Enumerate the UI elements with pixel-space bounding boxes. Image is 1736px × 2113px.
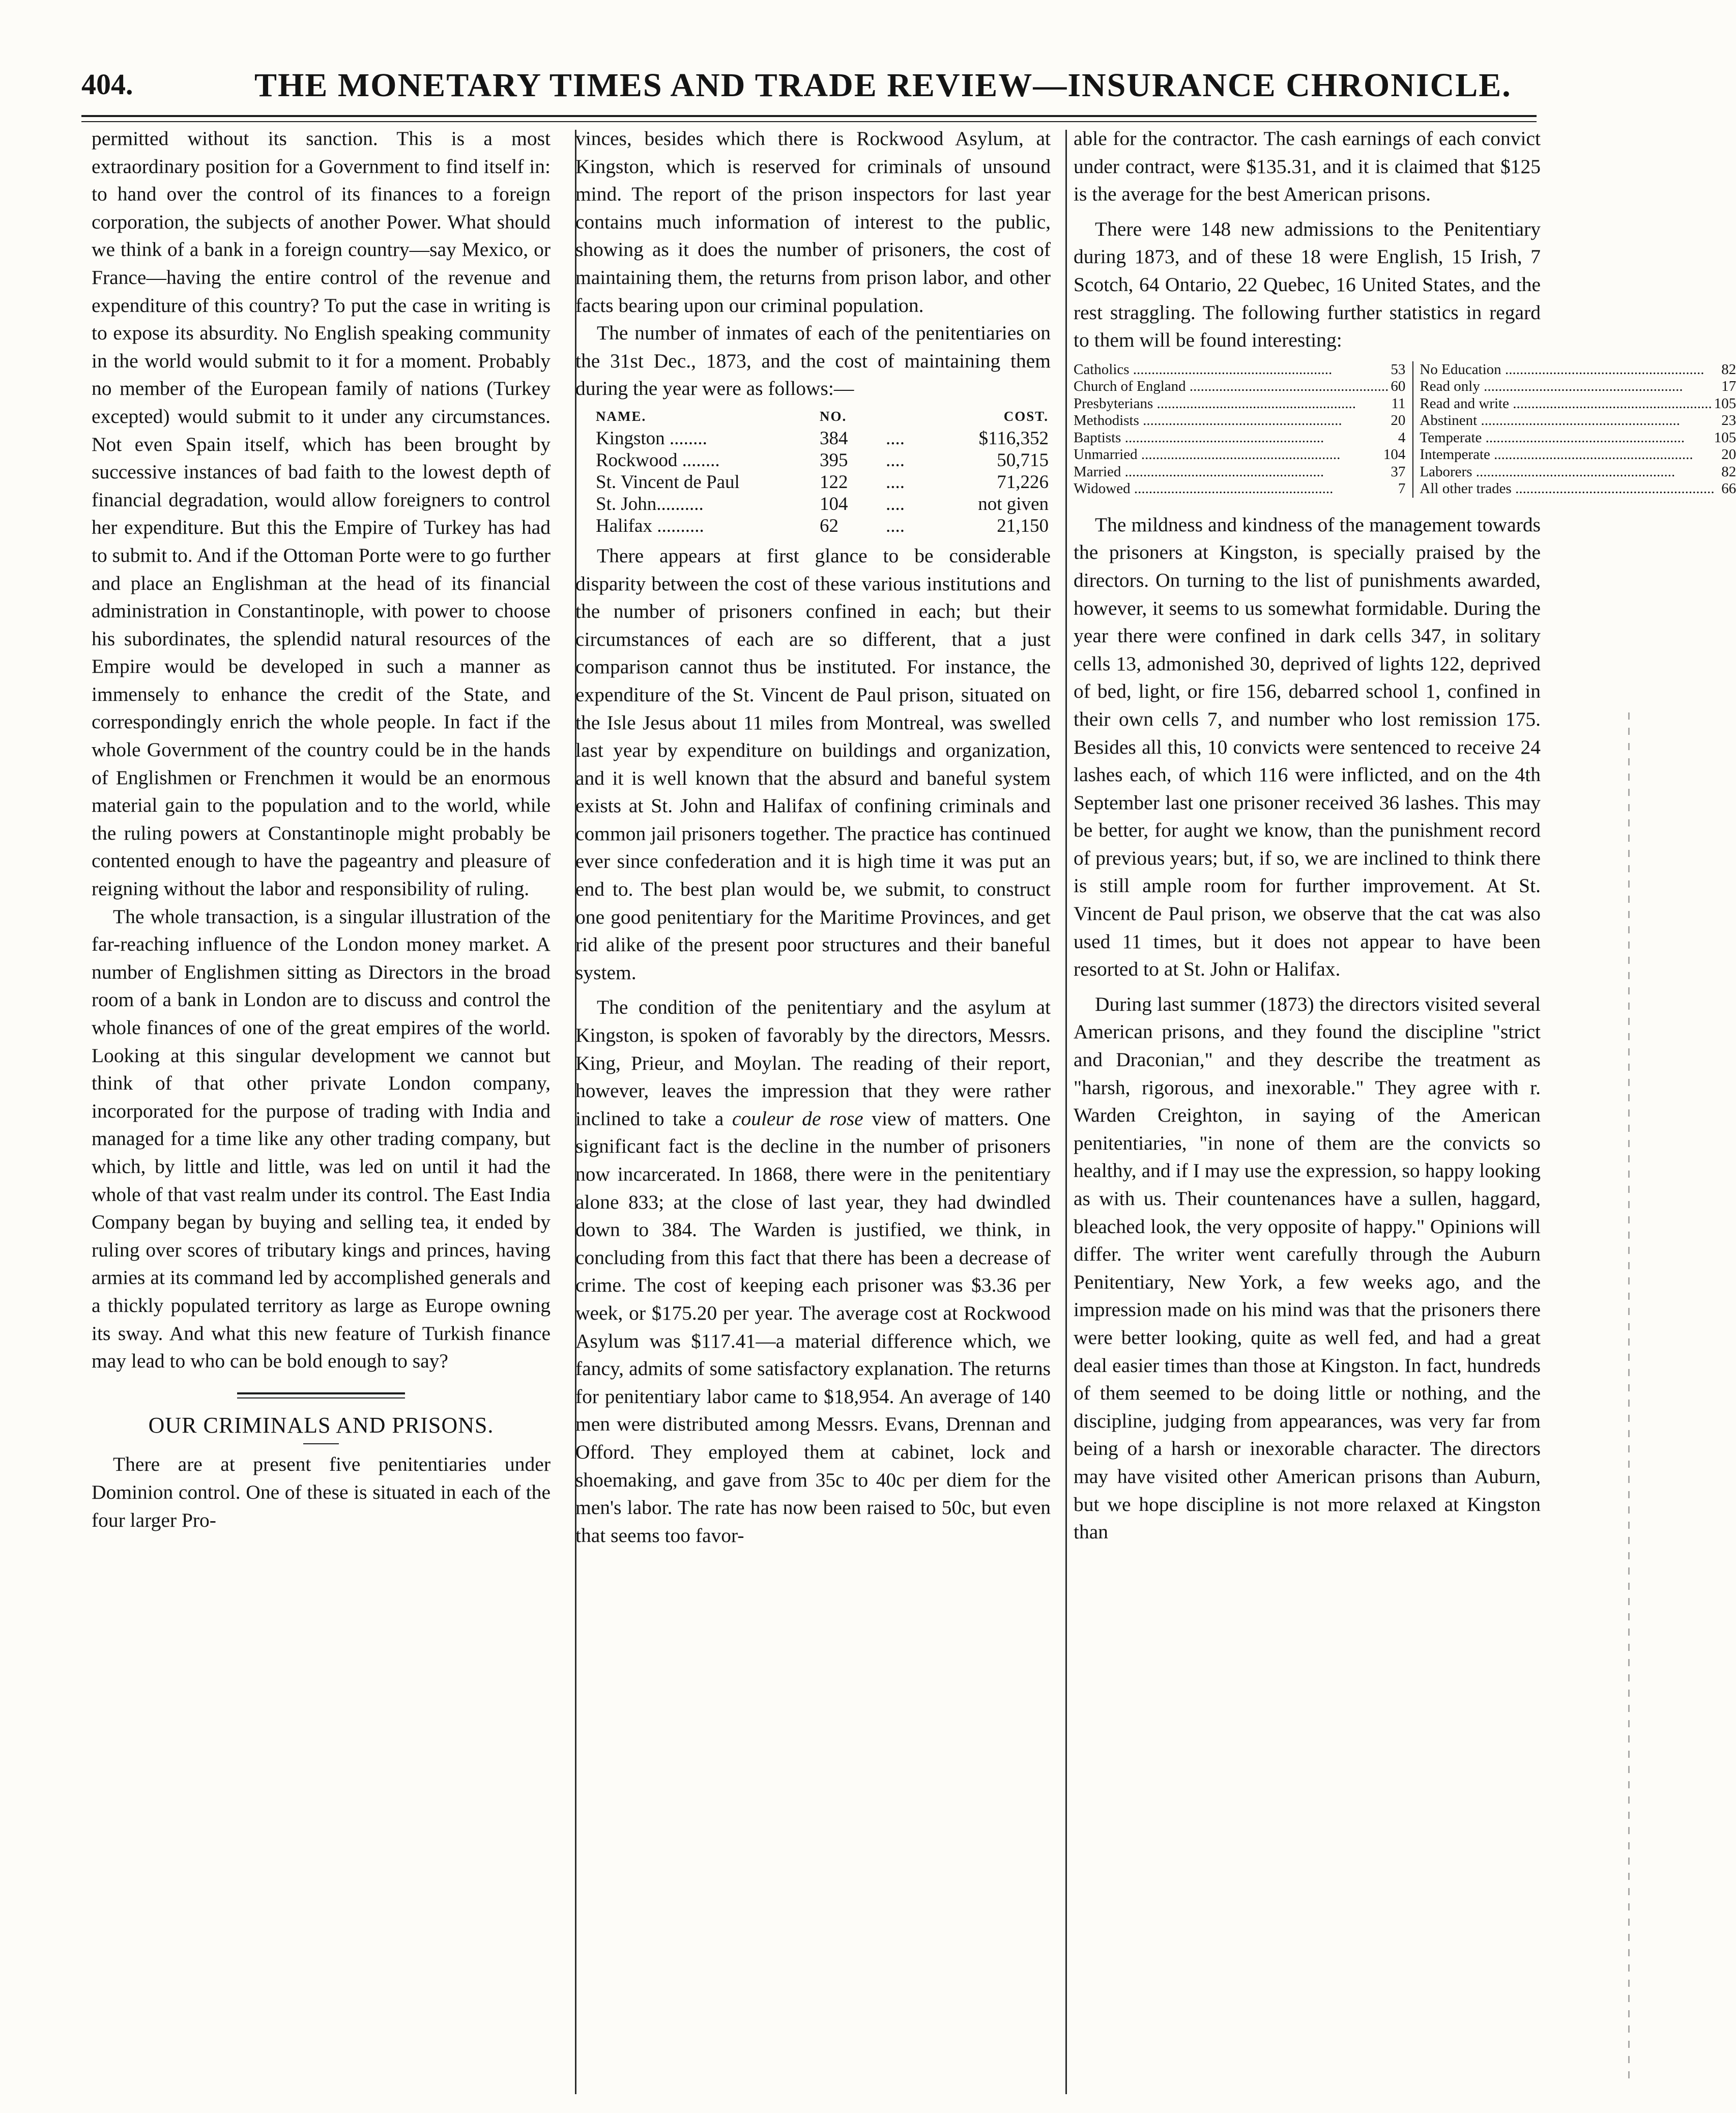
table-row [596,449,1049,471]
masthead-title: THE MONETARY TIMES AND TRADE REVIEW—INSURANCE CHRONICLE. [254,67,1512,104]
stats-value: 60 [1391,378,1406,395]
stats-label: Intemperate ..... [1420,446,1719,464]
stats-row [1074,430,1405,447]
cell-number: 104 [820,493,848,515]
stats-value: 4 [1398,429,1406,446]
stats-value: 104 [1383,446,1406,463]
stats-row [1074,378,1405,395]
page-number: 404. [81,68,133,101]
stats-label: No Education ..... [1420,361,1719,379]
cell-number: 384 [820,427,848,449]
article-paragraph: able for the contractor. The cash earnings of each convict under contract, were $135.31, and it is claimed that $125 is the average for the best American prisons. [1074,127,1541,206]
stats-row [1074,395,1405,413]
italic-phrase: couleur de rose [732,1107,863,1130]
paragraph-text: view of matters. One significant fact is the decline in the number of prisoners now incarcerated. In 1868, there were in the penitentiary alone 833; at the close of last year, they had dwindled down to 384. The Warden is justified, we think, in concluding from this fact that there has been a decrease of crime. The cost of keeping each prisoner was $3.36 per week, or $175.20 per year. The average cost at Rockwood Asylum was $117.41—a material difference which, we fancy, admits of some satisfactory explanation. The returns for penitentiary labor came to $18,954. An average of 140 men were distributed among Messrs. Evans, Drennan and Offord. They employed them at cabinet, lock and shoemaking, and gave from 35c to 40c per diem for the men's labor. The rate has now been raised to 50c, but even that seems too favor- [575,1107,1051,1547]
article-paragraph: The mildness and kindness of the management towards the prisoners at Kingston, is specially praised by the directors. On turning to the list of punishments awarded, however, it seems to us somewhat formidable. During the year there were confined in dark cells 347, in solitary cells 13, admonished 30, deprived of lights 122, deprived of bed, light, or fire 156, debarred school 1, confined in their own cells 7, and number who lost remission 175. Besides all this, 10 convicts were sentenced to receive 24 lashes each, of which 116 were inflicted, and on the 4th September last one prisoner received 36 lashes. This may be better, for aught we know, than the punishment record of previous years; but, if so, we are inclined to think there is still ample room for further improvement. At St. Vincent de Paul prison, we observe that the cat was also used 11 times, but it does not appear to have been resorted to at St. John or Halifax. [1074,513,1541,981]
column-divider-2 [1065,130,1067,2094]
prisoner-statistics-table [1074,361,1736,498]
stats-row [1074,412,1405,430]
article-paragraph [575,993,1051,1549]
stats-row [1074,446,1405,464]
stats-label: Read only ..... [1420,378,1719,395]
stats-label: Church of England ..... [1074,378,1388,395]
stats-row [1420,361,1736,379]
stats-column-left [1074,361,1413,498]
cell-number: 122 [820,471,848,493]
stats-value: 17 [1721,378,1736,395]
cell-name: St. John.......... [596,493,704,515]
stats-value: 7 [1398,480,1406,497]
cell-leader: .... [886,427,905,449]
stats-label: Methodists ..... [1074,412,1388,430]
stats-label: Married ..... [1074,464,1388,481]
header-rule-thick [81,115,1537,117]
stats-label: Baptists ..... [1074,430,1396,447]
section-heading: OUR CRIMINALS AND PRISONS. [148,1412,494,1438]
cell-name: Rockwood ........ [596,449,720,471]
cell-cost: 50,715 [997,449,1049,471]
paragraph-text: The condition of the penitentiary and the asylum at Kingston, is spoken of favorably by the directors, Messrs. King, Prieur, and Moylan. The reading of their report, however, leaves the impression that they were rather inclined to take a [575,996,1051,1130]
stats-value: 82 [1721,463,1736,480]
stats-value: 105 [1714,429,1736,446]
table-row [596,493,1049,515]
stats-label: Temperate ..... [1420,430,1712,447]
cell-name: St. Vincent de Paul [596,471,740,493]
stats-row [1420,430,1736,447]
stats-value: 37 [1391,463,1406,480]
column-3 [1074,125,1736,1546]
stats-row [1074,480,1405,498]
section-divider [237,1392,405,1394]
article-paragraph: permitted without its sanction. This is a most extraordinary position for a Government to find itself in: to hand over the control of its finances to a foreign corporation, the subjects of another Power. What should we think of a bank in a foreign country—say Mexico, or France—having the entire control of the revenue and expenditure of this country? To put the case in writing is to expose its absurdity. No English speaking community in the world would submit to it for a moment. Probably no member of the European family of nations (Turkey excepted) would submit to it under any circumstances. Not even Spain itself, which has been brought by successive instances of bad faith to the lowest depth of financial degradation, would allow foreigners to control her expenditure. But this the Empire of Turkey has had to submit to. And if the Ottoman Porte were to go further and place an Englishman at the head of its financial administration in Constantinople, with power to choose his subordinates, the splendid natural resources of the Empire would be developed in such a manner as immensely to enhance the credit of the State, and correspondingly enrich the whole people. In fact if the whole Government of the country could be in the hands of Englishmen or Frenchmen it would be an enormous material gain to the population and to the world, while the ruling powers at Constantinople might probably be contented enough to have the pageantry and pleasure of reigning without the labor and responsibility of ruling. [92,127,551,900]
stats-label: All other trades ..... [1420,480,1719,498]
stats-label: Laborers ..... [1420,464,1719,481]
cell-cost: 71,226 [997,471,1049,493]
cell-number: 395 [820,449,848,471]
cell-number: 62 [820,515,838,536]
cell-leader: .... [886,471,905,493]
stats-label: Widowed ..... [1074,480,1396,498]
stats-row [1420,480,1736,498]
stats-value: 20 [1391,412,1406,429]
article-paragraph: There appears at first glance to be considerable disparity between the cost of these various institutions and the number of prisoners confined in each; but their circumstances of each are so different, that a just comparison cannot thus be instituted. For instance, the expenditure of the St. Vincent de Paul prison, situated on the Isle Jesus about 11 miles from Montreal, was swelled last year by expenditure on buildings and organization, and it is well known that the absurd and baneful system exists at St. John and Halifax of confining criminals and common jail prisoners together. The practice has continued ever since confederation and it is high time it was put an end to. The best plan would be, we submit, to construct one good penitentiary for the Maritime Provinces, and get rid alike of the present poor structures and their baneful system. [575,544,1051,984]
stats-row [1074,361,1405,379]
stats-value: 11 [1391,395,1406,412]
penitentiary-cost-table [596,406,1049,537]
column-header-name: NAME. [596,408,647,424]
column-header-no: NO. [820,408,847,424]
article-paragraph: The whole transaction, is a singular illustration of the far-reaching influence of the London money market. A number of Englishmen sitting as Directors in the broad room of a bank in London are to discuss and control the whole finances of one of the great empires of the world. Looking at this singular development we cannot but think of that other private London company, incorporated for the purpose of trading with India and managed for a time like any other trading company, but which, by little and little, was led on until it had the whole of that vast realm under its control. The East India Company began by buying and selling tea, it ended by ruling over scores of tributary kings and princes, having armies at its command led by accomplished generals and a thickly populated territory as large as Europe owning its sway. And what this new feature of Turkish finance may lead to who can be bold enough to say? [92,905,551,1373]
stats-label: Catholics ..... [1074,361,1388,379]
table-row [596,515,1049,537]
table-row [596,427,1049,449]
cell-cost: not given [978,493,1049,515]
cell-cost: 21,150 [997,515,1049,536]
cell-leader: .... [886,493,905,515]
stats-label: Read and write ..... [1420,395,1712,413]
stats-label: Abstinent ..... [1420,412,1719,430]
stats-row [1420,378,1736,395]
article-paragraph: vinces, besides which there is Rockwood Asylum, at Kingston, which is reserved for criminals of unsound mind. The report of the prison inspectors for last year contains much information of interest to the public, showing as it does the number of prisoners, the cost of maintaining them, the returns from prison labor, and other facts bearing upon our criminal population. [575,127,1051,317]
cell-leader: .... [886,449,905,471]
cell-name: Halifax .......... [596,515,704,536]
stats-label: Unmarried ..... [1074,446,1381,464]
article-paragraph: There are at present five penitentiaries under Dominion control. One of these is situated in each of the four larger Pro- [92,1453,551,1531]
heading-underline [303,1443,339,1444]
cell-cost: $116,352 [978,427,1049,449]
stats-row [1420,412,1736,430]
column-2 [575,125,1051,1549]
stats-value: 105 [1714,395,1736,412]
article-paragraph: There were 148 new admissions to the Penitentiary during 1873, and of these 18 were English, 15 Irish, 7 Scotch, 64 Ontario, 22 Quebec, 16 United States, and the rest straggling. The following further statistics in regard to them will be found interesting: [1074,217,1541,352]
stats-value: 66 [1721,480,1736,497]
cell-leader: .... [886,515,905,536]
article-paragraph: The number of inmates of each of the penitentiaries on the 31st Dec., 1873, and the cost of maintaining them during the year were as follows:— [575,322,1051,400]
stats-value: 23 [1721,412,1736,429]
column-header-cost: COST. [1003,408,1049,424]
stats-value: 53 [1391,361,1406,378]
section-divider [237,1397,405,1398]
stats-value: 20 [1721,446,1736,463]
table-row [596,471,1049,493]
stats-row [1420,446,1736,464]
stats-value: 82 [1721,361,1736,378]
cell-name: Kingston ........ [596,427,707,449]
stats-column-right [1413,361,1736,498]
stats-row [1420,395,1736,413]
page-edge-shadow [1628,712,1630,2087]
article-paragraph: During last summer (1873) the directors visited several American prisons, and they found the discipline "strict and Draconian," and they describe the treatment as "harsh, rigorous, and inexorable." They agree with r. Warden Creighton, in saying of the American penitentiaries, "in none of them are the convicts so healthy, and if I may use the expression, so happy looking as with us. Their countenances have a sullen, haggard, bleached look, the very opposite of happy." Opinions will differ. The writer went carefully through the Auburn Penitentiary, New York, a few weeks ago, and the impression made on his mind was that the prisoners there were better looking, quite as well fed, and had a great deal easier times than those at Kingston. In fact, hundreds of them seemed to be doing little or nothing, and the discipline, judging from appearances, was very far from being of a harsh or inexorable character. The directors may have visited other American prisons than Auburn, but we hope discipline is not more relaxed at Kingston than [1074,992,1541,1544]
stats-label: Presbyterians ..... [1074,395,1389,413]
stats-row [1074,464,1405,481]
header-rule-thin [81,121,1537,122]
stats-row [1420,464,1736,481]
table-header-row [596,406,1049,427]
column-spacer [886,406,947,427]
column-1 [92,125,551,1534]
